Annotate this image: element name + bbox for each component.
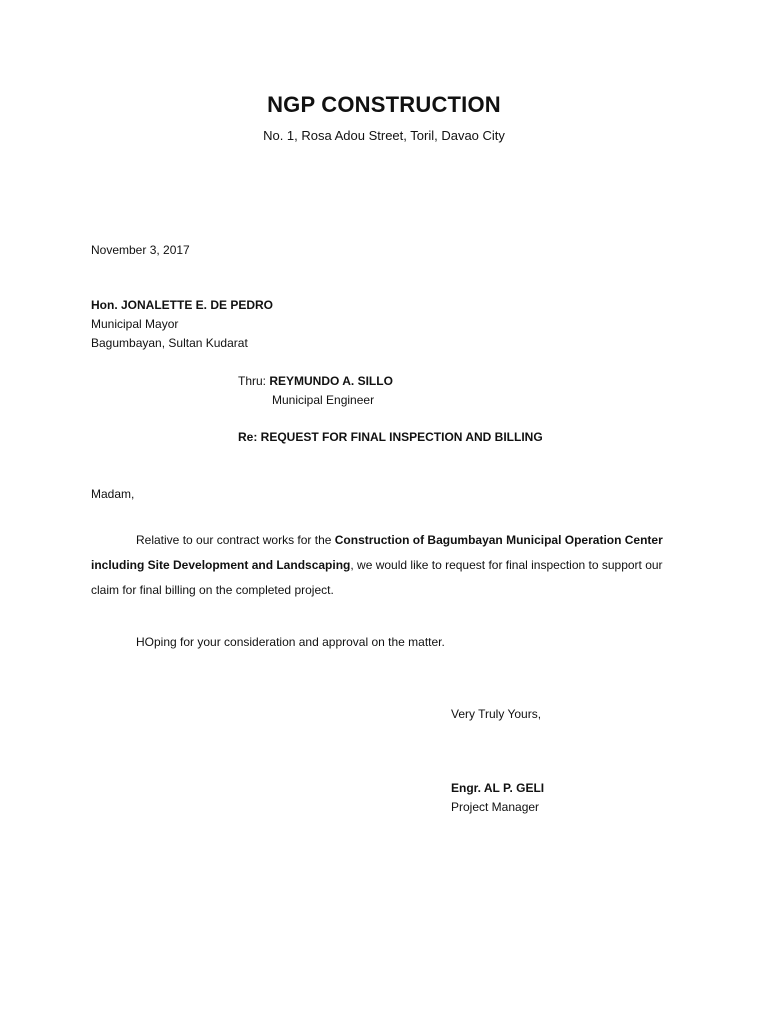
project-scope: including Site Development and Landscaping <box>91 558 351 572</box>
recipient-address: Bagumbayan, Sultan Kudarat <box>91 336 248 350</box>
signatory-name: Engr. AL P. GELI <box>451 781 545 795</box>
paragraph-1-intro: Relative to our contract works for the <box>136 533 335 547</box>
thru-name: REYMUNDO A. SILLO <box>269 374 393 388</box>
thru-prefix: Thru: <box>238 374 270 388</box>
project-name: Construction of Bagumbayan Municipal Operation Center <box>334 533 663 547</box>
letter-date: November 3, 2017 <box>91 243 190 257</box>
paragraph-1-line-1 <box>136 532 663 548</box>
signatory-title: Project Manager <box>451 800 540 814</box>
closing: Very Truly Yours, <box>451 707 542 721</box>
paragraph-1-line-3: claim for final billing on the completed project. <box>91 583 334 597</box>
company-name: NGP CONSTRUCTION <box>267 92 501 117</box>
thru-title: Municipal Engineer <box>272 393 375 407</box>
paragraph-1-request: , we would like to request for final inspection to support our <box>350 558 663 572</box>
paragraph-2: HOping for your consideration and approval on the matter. <box>136 635 445 649</box>
thru-line <box>238 373 393 389</box>
salutation: Madam, <box>91 487 135 501</box>
recipient-name: Hon. JONALETTE E. DE PEDRO <box>91 298 274 312</box>
recipient-title: Municipal Mayor <box>91 317 179 331</box>
company-address: No. 1, Rosa Adou Street, Toril, Davao City <box>263 128 505 143</box>
subject-line: Re: REQUEST FOR FINAL INSPECTION AND BILLING <box>238 430 543 444</box>
paragraph-1-line-2 <box>91 557 663 573</box>
